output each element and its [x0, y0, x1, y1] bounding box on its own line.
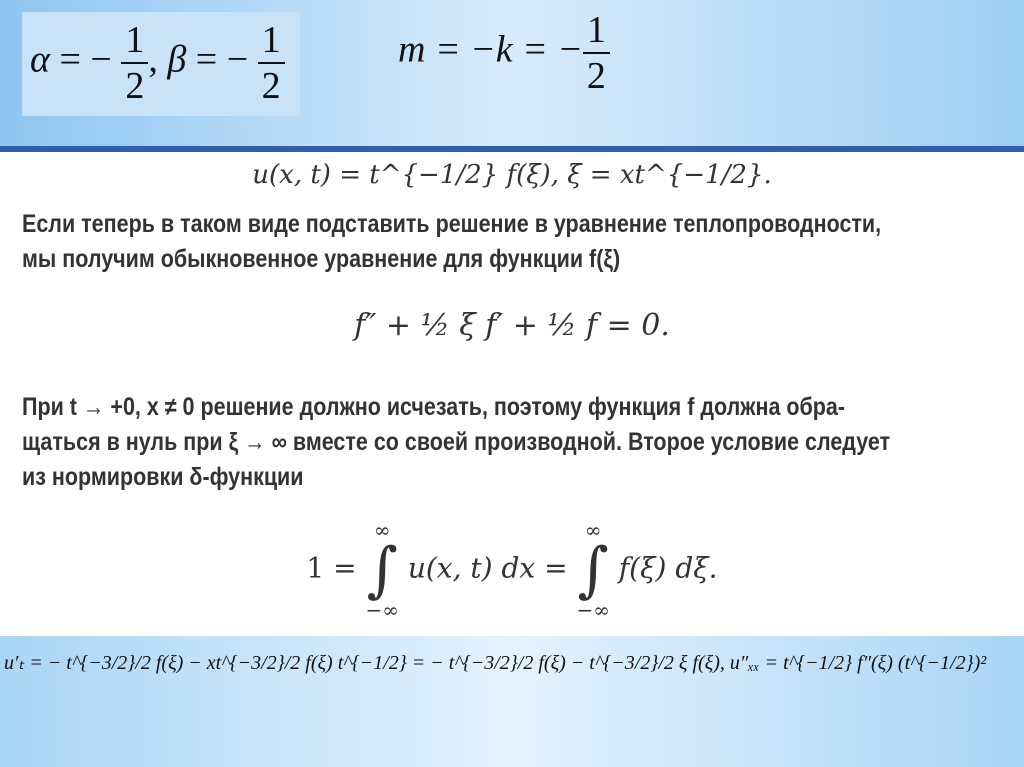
normalization-formula: 1 = ∞ ∫ −∞ u(x, t) dx = ∞ ∫ −∞ f(ξ) dξ.: [306, 518, 718, 622]
integral-1: ∞ ∫ −∞: [365, 518, 399, 622]
paragraph-2-line-1: При t → +0, x ≠ 0 решение должно исчезать, поэтому функция f должна обра-: [22, 393, 846, 421]
derivatives-formula: u′ₜ = − t^{−3/2}/2 f(ξ) − xt^{−3/2}/2 f(ξ) t^{−1/2} = − t^{−3/2}/2 f(ξ) − t^{−3/2}/2 ξ f(ξ), u″ₓₓ = t^{−1/2} f″(ξ) (t^{−1/2})²: [4, 652, 987, 674]
paragraph-1: [22, 207, 882, 277]
alpha-beta-formula: α = − $\frac{1}{2}$ , β = − $\frac{1}{2}$: [30, 18, 285, 108]
paragraph-2-line-3: из нормировки δ-функции: [22, 463, 304, 491]
paragraph-1-line-2: мы получим обыкновенное уравнение для функции f(ξ): [22, 245, 621, 273]
m-k-formula: m = −k = − $\frac{1}{2}$: [398, 8, 610, 98]
integral-2: ∞ ∫ −∞: [576, 518, 610, 622]
similarity-formula: u(x, t) = t^{−1/2} f(ξ), ξ = xt^{−1/2}.: [252, 160, 772, 190]
paragraph-1-line-1: Если теперь в таком виде подставить решение в уравнение теплопроводности,: [22, 210, 882, 238]
paragraph-2-line-2: щаться в нуль при ξ → ∞ вместе со своей производной. Второе условие следует: [22, 428, 891, 456]
ode-formula: f″ + ½ ξ f′ + ½ f = 0.: [354, 308, 670, 343]
paragraph-2: [22, 390, 891, 495]
